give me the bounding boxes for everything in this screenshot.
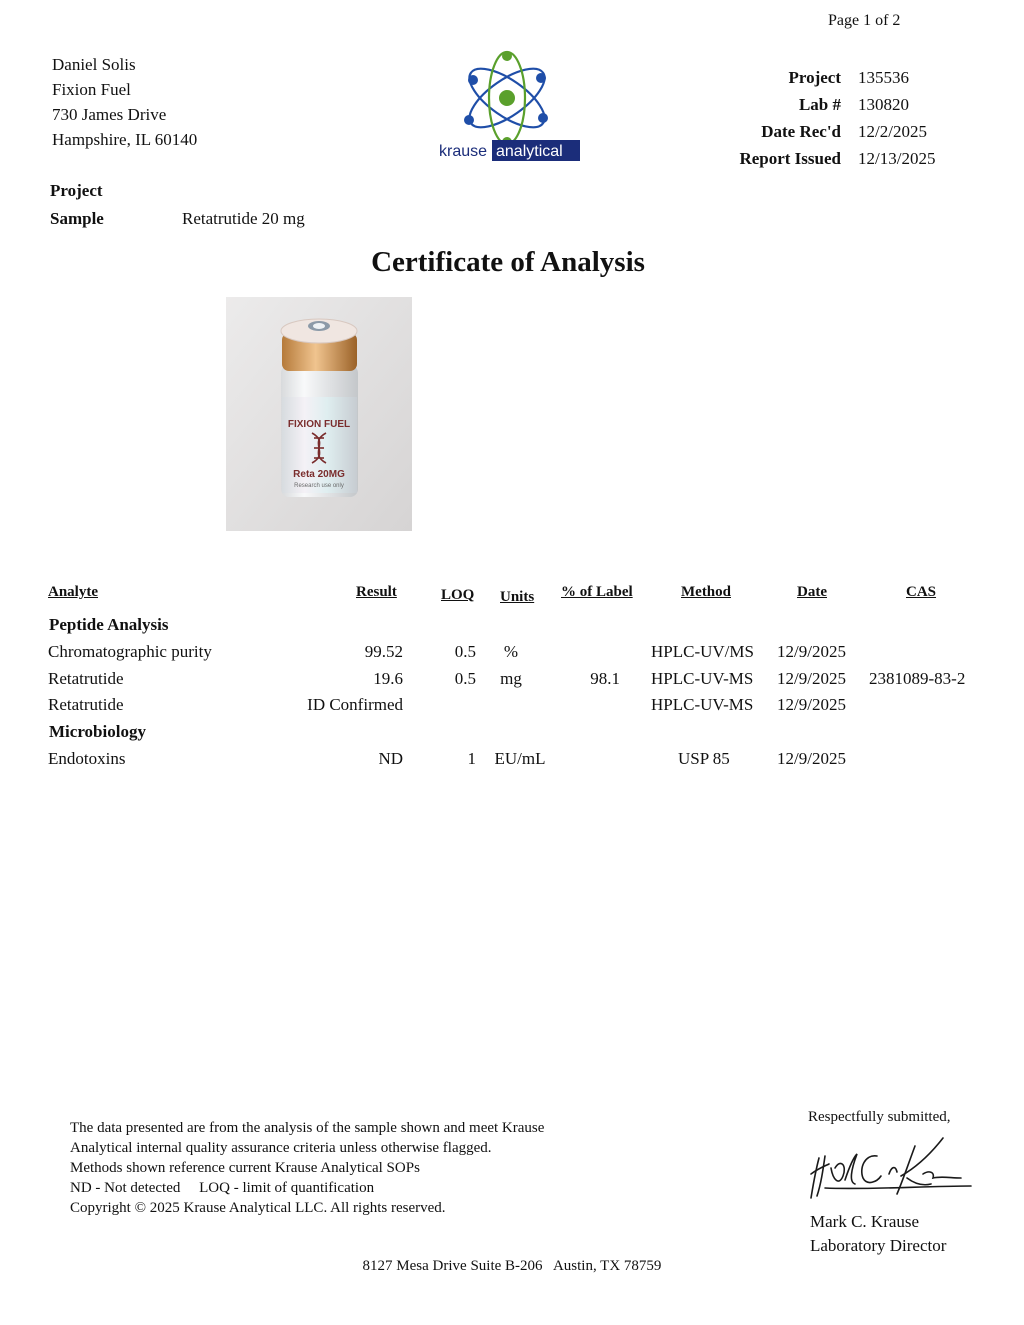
report-meta (700, 64, 935, 172)
table-row (48, 695, 988, 719)
krause-analytical-logo (435, 50, 585, 168)
table-row (48, 642, 988, 666)
sample-value: Retatrutide 20 mg (182, 209, 305, 228)
cell-date: 12/9/2025 (777, 749, 846, 768)
respectfully-submitted: Respectfully submitted, (808, 1109, 951, 1125)
cell-method: HPLC-UV-MS (651, 669, 754, 688)
vial-note-text: Research use only (294, 483, 344, 489)
footnote-line: The data presented are from the analysis of the sample shown and meet Krause (70, 1120, 545, 1136)
cell-cas: 2381089-83-2 (869, 669, 966, 688)
cell-loq: 0.5 (454, 669, 476, 688)
table-row (48, 749, 988, 773)
cell-date: 12/9/2025 (777, 695, 846, 714)
header-method: Method (681, 584, 731, 600)
cell-method: HPLC-UV-MS (651, 695, 754, 714)
client-company: Fixion Fuel (52, 80, 131, 99)
header-percent-label: % of Label (561, 584, 633, 600)
cell-analyte: Endotoxins (48, 749, 126, 768)
section-microbiology: Microbiology (49, 722, 146, 741)
document-title: Certificate of Analysis (371, 246, 645, 278)
section-peptide-analysis: Peptide Analysis (49, 615, 169, 634)
header-cas: CAS (906, 584, 937, 600)
header-loq: LOQ (441, 587, 475, 603)
report-issued-label: Report Issued (739, 149, 841, 168)
lab-number-label: Lab # (798, 95, 841, 114)
signer-block (810, 1210, 946, 1258)
dna-icon (312, 433, 326, 463)
cell-units: mg (500, 669, 522, 688)
header-units: Units (500, 589, 535, 605)
cell-result: 99.52 (364, 642, 403, 661)
cell-units: % (503, 642, 519, 661)
vial-brand-text: FIXION FUEL (287, 419, 351, 430)
header-date: Date (797, 584, 827, 600)
cell-method: HPLC-UV/MS (651, 642, 754, 661)
page-number: Page 1 of 2 (828, 12, 901, 29)
footnote-line: Analytical internal quality assurance criteria unless otherwise flagged. (70, 1140, 492, 1156)
cell-percent-label: 98.1 (590, 669, 620, 688)
lab-address: 8127 Mesa Drive Suite B-206 Austin, TX 78759 (362, 1258, 662, 1274)
logo-word-krause: krause (439, 143, 488, 160)
cell-analyte: Retatrutide (48, 695, 124, 714)
cell-date: 12/9/2025 (777, 669, 846, 688)
cell-analyte: Retatrutide (48, 669, 124, 688)
cell-date: 12/9/2025 (777, 642, 846, 661)
cell-method: USP 85 (678, 749, 730, 768)
footnote-line: ND - Not detected LOQ - limit of quantification (70, 1180, 375, 1196)
cell-loq: 0.5 (454, 642, 476, 661)
date-received-label: Date Rec'd (761, 122, 841, 141)
sample-label: Sample (50, 209, 104, 228)
date-received: 12/2/2025 (858, 122, 927, 141)
vial-product-text: Reta 20MG (293, 469, 345, 480)
client-address-block (52, 52, 197, 152)
cell-result: ND (378, 749, 403, 768)
client-street: 730 James Drive (52, 105, 167, 124)
header-analyte: Analyte (48, 584, 98, 600)
report-issued: 12/13/2025 (858, 149, 936, 168)
client-city: Hampshire, IL 60140 (52, 130, 198, 149)
cell-analyte: Chromatographic purity (48, 642, 212, 661)
project-label: Project (50, 181, 103, 200)
cell-result: ID Confirmed (307, 695, 403, 714)
table-row (48, 669, 988, 693)
signer-name: Mark C. Krause (810, 1212, 920, 1231)
logo-word-analytical: analytical (496, 143, 563, 160)
project-number: 135536 (858, 68, 909, 87)
signer-title: Laboratory Director (810, 1236, 947, 1255)
footnote-block (70, 1118, 544, 1218)
header-result: Result (356, 584, 397, 600)
cell-units: EU/mL (494, 749, 546, 768)
lab-number: 130820 (858, 95, 909, 114)
footnote-line: Copyright © 2025 Krause Analytical LLC. All rights reserved. (70, 1200, 446, 1216)
client-name: Daniel Solis (52, 55, 136, 74)
footnote-line: Methods shown reference current Krause Analytical SOPs (70, 1160, 420, 1176)
sample-vial-photo (226, 297, 412, 531)
project-number-label: Project (788, 68, 841, 87)
cell-loq: 1 (467, 749, 476, 768)
signature-image (805, 1128, 975, 1208)
cell-result: 19.6 (373, 669, 403, 688)
